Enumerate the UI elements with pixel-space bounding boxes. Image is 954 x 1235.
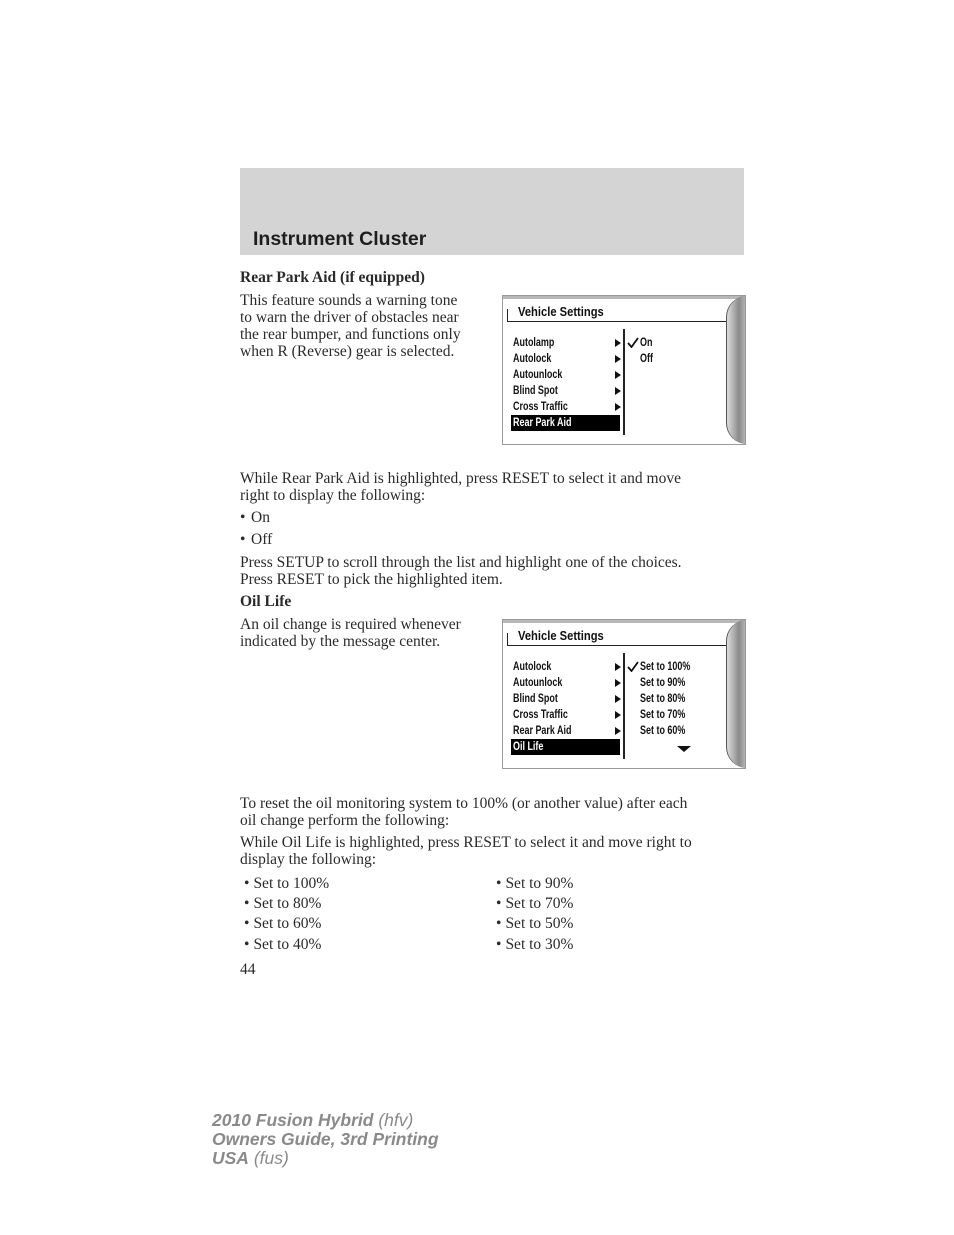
list-item: • Set to 90%	[496, 875, 573, 892]
right-arrow-icon	[615, 695, 621, 703]
screen-divider	[623, 653, 625, 759]
text-line: To reset the oil monitoring system to 100% (or another value) after each	[240, 795, 688, 812]
menu-item-autolock: Autolock	[511, 659, 623, 675]
screen-title: Vehicle Settings	[518, 304, 604, 319]
right-arrow-icon	[615, 355, 621, 363]
option-list	[626, 659, 705, 739]
settings-menu	[511, 335, 623, 431]
list-item: • Set to 60%	[244, 915, 321, 932]
footer-model: 2010 Fusion Hybrid	[212, 1110, 374, 1130]
screen-top-bar	[503, 620, 745, 623]
text-line: the rear bumper, and functions only	[240, 326, 461, 343]
option-set-80: Set to 80%	[640, 693, 686, 705]
screen-divider	[623, 329, 625, 435]
menu-item-autounlock: Autounlock	[511, 367, 623, 383]
rear-park-aid-options	[240, 509, 272, 553]
oil-life-reset-paragraph	[240, 795, 687, 829]
screen-bezel	[726, 296, 746, 444]
text-line: Press RESET to pick the highlighted item.	[240, 571, 503, 588]
list-item: • On	[240, 509, 272, 526]
right-arrow-icon	[615, 339, 621, 347]
right-arrow-icon	[615, 679, 621, 687]
menu-item-autolock: Autolock	[511, 351, 623, 367]
right-arrow-icon	[615, 727, 621, 735]
oil-life-instruction	[240, 834, 692, 868]
option-set-70: Set to 70%	[640, 709, 686, 721]
menu-item-autounlock: Autounlock	[511, 675, 623, 691]
screen-title-underline	[507, 321, 729, 322]
text-line: oil change perform the following:	[240, 812, 450, 829]
list-item: • Set to 30%	[496, 936, 573, 953]
menu-item-blind-spot: Blind Spot	[511, 691, 623, 707]
checkmark-icon	[627, 337, 639, 348]
text-line: when R (Reverse) gear is selected.	[240, 343, 455, 360]
footer-market-code: (fus)	[253, 1148, 289, 1168]
vehicle-settings-display-rear-park-aid	[502, 295, 746, 445]
list-item: • Set to 70%	[496, 895, 573, 912]
rear-park-aid-intro	[240, 292, 461, 360]
section-title: Instrument Cluster	[253, 228, 427, 250]
menu-item-rear-park-aid: Rear Park Aid	[511, 723, 623, 739]
text-line: While Oil Life is highlighted, press RESET to select it and move right to	[240, 834, 692, 851]
option-set-60: Set to 60%	[640, 725, 686, 737]
settings-menu	[511, 659, 623, 755]
list-item: • Set to 50%	[496, 915, 573, 932]
text-line: indicated by the message center.	[240, 633, 441, 650]
section-header	[240, 168, 744, 255]
footer-guide: Owners Guide, 3rd Printing	[212, 1129, 439, 1149]
menu-item-oil-life-selected: Oil Life	[511, 739, 620, 755]
scroll-down-arrow-icon	[677, 746, 691, 752]
document-footer	[212, 1111, 439, 1168]
right-arrow-icon	[615, 387, 621, 395]
option-off: Off	[640, 353, 653, 365]
list-item: • Set to 80%	[244, 895, 321, 912]
text-line: Press SETUP to scroll through the list and highlight one of the choices.	[240, 554, 682, 571]
footer-model-code: (hfv)	[378, 1110, 414, 1130]
list-item: • Set to 40%	[244, 936, 321, 953]
vehicle-settings-display-oil-life	[502, 619, 746, 769]
right-arrow-icon	[615, 663, 621, 671]
menu-item-cross-traffic: Cross Traffic	[511, 707, 623, 723]
menu-item-cross-traffic: Cross Traffic	[511, 399, 623, 415]
option-set-100: Set to 100%	[626, 659, 705, 675]
right-arrow-icon	[615, 371, 621, 379]
rear-park-aid-instruction	[240, 470, 681, 504]
option-on: On	[626, 335, 657, 351]
text-line: This feature sounds a warning tone	[240, 292, 458, 309]
text-line: An oil change is required whenever	[240, 616, 461, 633]
text-line: While Rear Park Aid is highlighted, press RESET to select it and move	[240, 470, 681, 487]
option-set-90: Set to 90%	[640, 677, 686, 689]
screen-title-underline	[507, 645, 729, 646]
list-item: • Off	[240, 531, 272, 548]
screen-bezel	[726, 620, 746, 768]
list-item: • Set to 100%	[244, 875, 329, 892]
option-list	[626, 335, 657, 367]
menu-item-blind-spot: Blind Spot	[511, 383, 623, 399]
text-line: to warn the driver of obstacles near	[240, 309, 459, 326]
oil-life-intro	[240, 616, 461, 650]
rear-park-aid-press-instructions	[240, 554, 682, 588]
text-line: right to display the following:	[240, 487, 426, 504]
menu-item-autolamp: Autolamp	[511, 335, 623, 351]
checkmark-icon	[627, 661, 639, 672]
screen-top-bar	[503, 296, 745, 299]
right-arrow-icon	[615, 711, 621, 719]
oil-life-heading: Oil Life	[240, 593, 292, 610]
right-arrow-icon	[615, 403, 621, 411]
menu-item-rear-park-aid-selected: Rear Park Aid	[511, 415, 620, 431]
rear-park-aid-heading: Rear Park Aid (if equipped)	[240, 269, 425, 286]
screen-title: Vehicle Settings	[518, 628, 604, 643]
page-number: 44	[240, 961, 256, 978]
footer-market: USA	[212, 1148, 249, 1168]
text-line: display the following:	[240, 851, 377, 868]
